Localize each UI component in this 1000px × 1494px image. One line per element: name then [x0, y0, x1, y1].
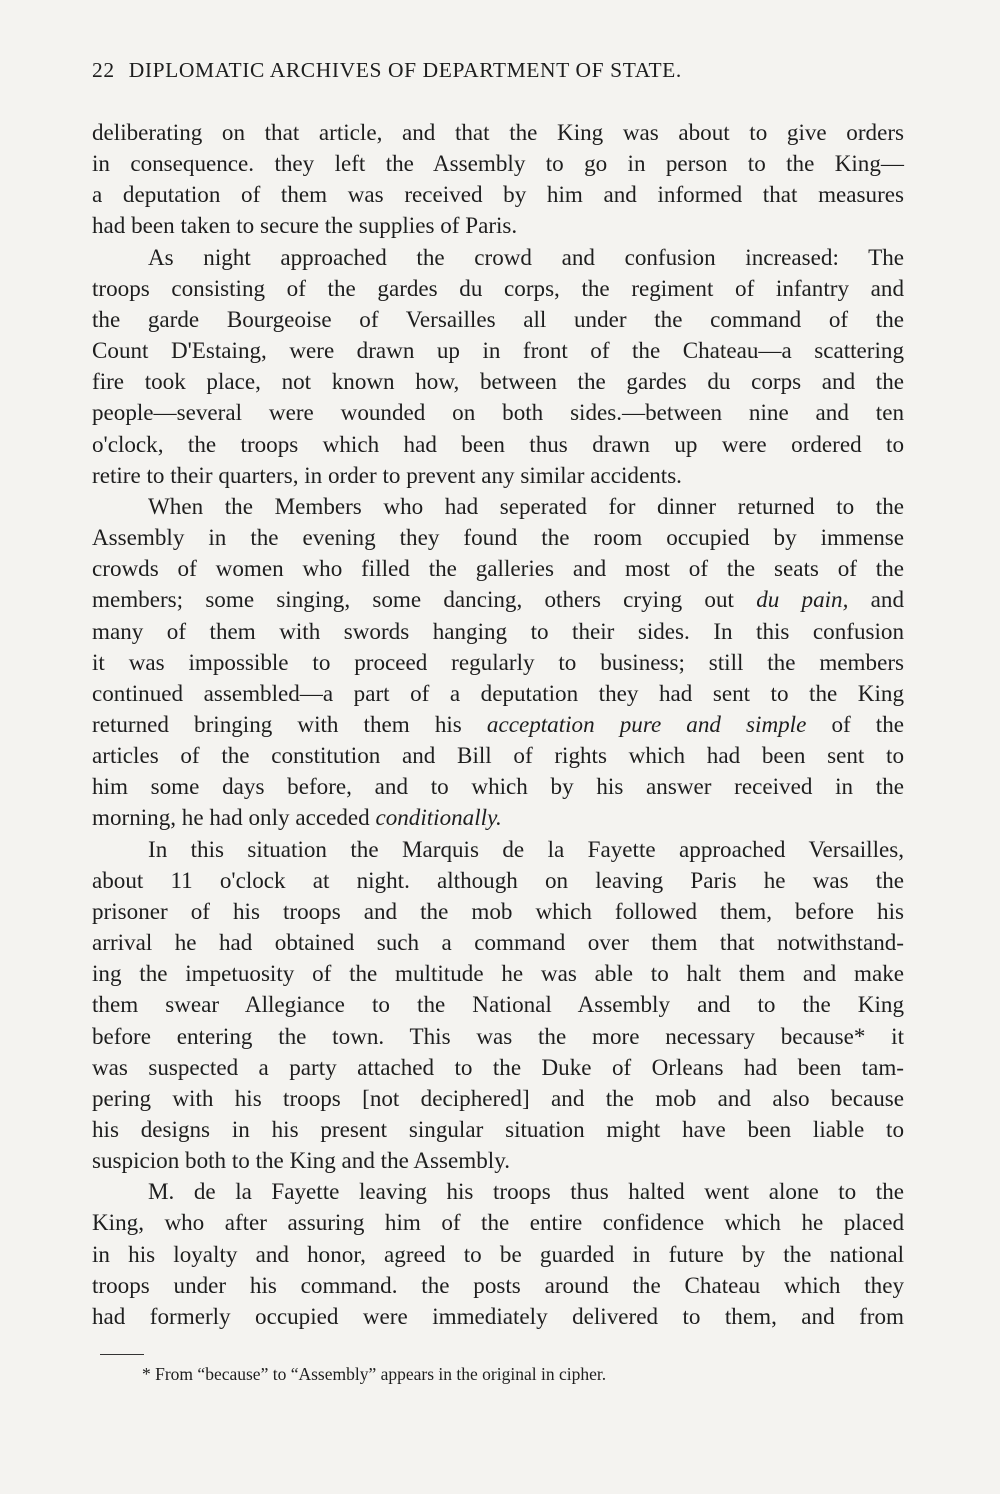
body-text [92, 117, 904, 1332]
text-line [92, 584, 904, 615]
text-line: many of them with swords hanging to their sides. In this confusion [92, 617, 904, 644]
text-line: people—several were wounded on both sides.—between nine and ten [92, 399, 904, 426]
text-line: troops consisting of the gardes du corps, the regiment of infantry and [92, 274, 904, 301]
text-line: crowds of women who filled the galleries and most of the seats of the [92, 555, 904, 582]
text-line: Count D'Estaing, were drawn up in front of the Chateau—a scattering [92, 337, 904, 364]
text-line: had been taken to secure the supplies of Paris. [92, 212, 518, 239]
italic-phrase: acceptation pure and simple [486, 710, 807, 737]
italic-phrase: du pain, [756, 586, 849, 613]
line-text: members; some singing, some dancing, others crying out [92, 586, 757, 613]
line-text: returned bringing with them his [92, 710, 487, 737]
running-title: DIPLOMATIC ARCHIVES OF DEPARTMENT OF STATE. [128, 58, 682, 82]
text-line: him some days before, and to which by his answer received in the [92, 773, 904, 800]
text-line: in consequence. they left the Assembly to go in person to the King— [92, 150, 904, 177]
line-text: As night approached the crowd and confusion increased: The [148, 243, 904, 270]
line-text: morning, he had only acceded [92, 804, 376, 831]
page-number: 22 [92, 58, 115, 82]
text-line [92, 1176, 904, 1207]
text-line: a deputation of them was received by him and informed that measures [92, 181, 904, 208]
footnote-rule [100, 1354, 144, 1355]
text-line: the garde Bourgeoise of Versailles all under the command of the [92, 305, 904, 332]
text-line: about 11 o'clock at night. although on leaving Paris he was the [92, 866, 904, 893]
running-header [92, 58, 912, 83]
text-line: was suspected a party attached to the Duke of Orleans had been tam- [92, 1053, 904, 1080]
text-line [92, 802, 904, 833]
text-line [92, 834, 904, 865]
line-text: and [848, 586, 904, 613]
text-line: articles of the constitution and Bill of rights which had been sent to [92, 742, 904, 769]
text-line: ing the impetuosity of the multitude he was able to halt them and make [92, 960, 904, 987]
text-line: them swear Allegiance to the National Assembly and to the King [92, 991, 904, 1018]
text-line [92, 242, 904, 273]
line-text: When the Members who had seperated for dinner returned to the [148, 492, 904, 519]
text-line: suspicion both to the King and the Assembly. [92, 1147, 511, 1174]
text-line [92, 491, 904, 522]
text-line: had formerly occupied were immediately delivered to them, and from [92, 1302, 904, 1329]
text-line: o'clock, the troops which had been thus drawn up were ordered to [92, 430, 904, 457]
text-line: Assembly in the evening they found the room occupied by immense [92, 524, 904, 551]
text-line: troops under his command. the posts around the Chateau which they [92, 1271, 904, 1298]
text-line: before entering the town. This was the more necessary because* it [92, 1022, 904, 1049]
text-line: deliberating on that article, and that the King was about to give orders [92, 119, 904, 145]
footnote: * From “because” to “Assembly” appears in the original in cipher. [142, 1364, 607, 1384]
text-line: in his loyalty and honor, agreed to be guarded in future by the national [92, 1240, 904, 1267]
text-line [92, 709, 904, 740]
text-line: prisoner of his troops and the mob which followed them, before his [92, 897, 904, 924]
text-line: his designs in his present singular situation might have been liable to [92, 1116, 904, 1142]
italic-phrase: conditionally. [375, 804, 502, 831]
text-line: retire to their quarters, in order to prevent any similar accidents. [92, 461, 682, 488]
text-line: it was impossible to proceed regularly to business; still the members [92, 648, 904, 675]
text-line: pering with his troops [not deciphered] and the mob and also because [92, 1084, 904, 1111]
line-text: of the [806, 710, 904, 737]
text-line: arrival he had obtained such a command over them that notwithstand- [92, 929, 904, 956]
text-line: continued assembled—a part of a deputation they had sent to the King [92, 679, 904, 706]
text-line: fire took place, not known how, between the gardes du corps and the [92, 368, 904, 395]
text-line: King, who after assuring him of the entire confidence which he placed [92, 1209, 904, 1236]
line-text: M. de la Fayette leaving his troops thus halted went alone to the [148, 1178, 904, 1205]
line-text: In this situation the Marquis de la Fayette approached Versailles, [148, 835, 904, 862]
